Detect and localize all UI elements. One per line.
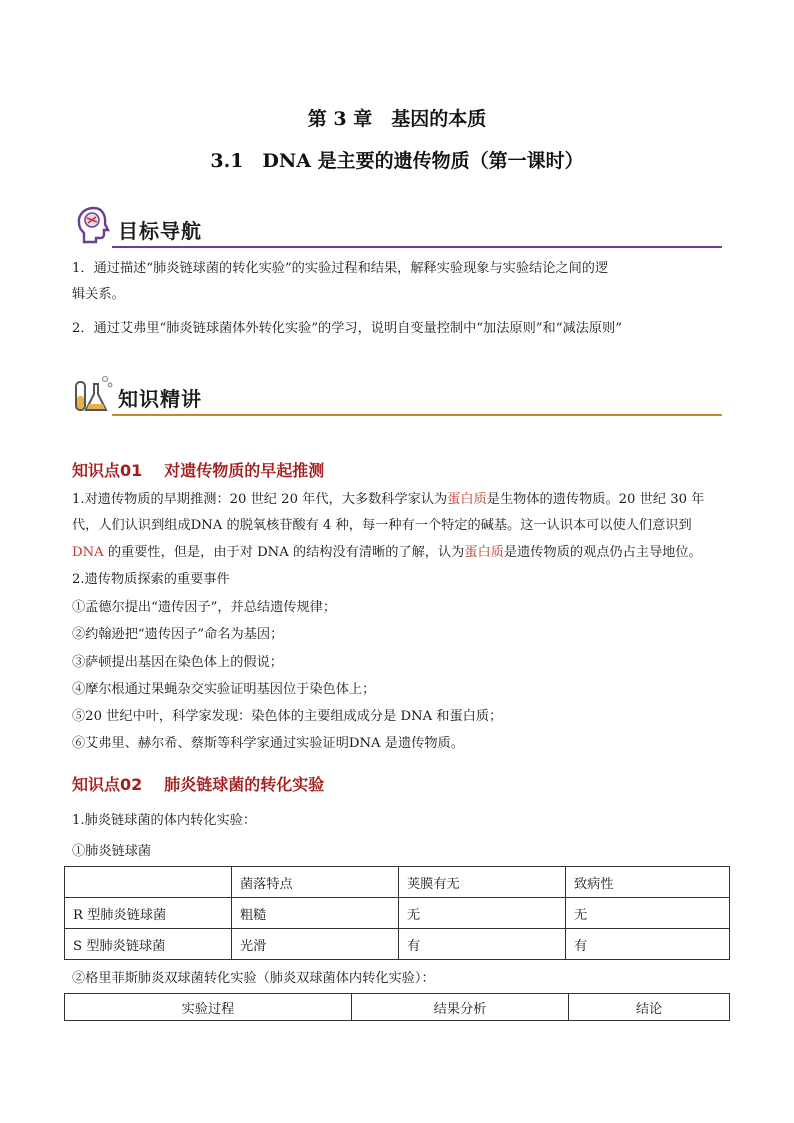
lab-flask-icon: [72, 370, 116, 414]
table-cell: S 型肺炎链球菌: [65, 929, 232, 960]
kp1-event-item: ③萨顿提出基因在染色体上的假说；: [72, 655, 283, 670]
kp1-para-line1: [72, 487, 732, 513]
goal-item-2: 2．通过艾弗里“肺炎链球菌体外转化实验”的学习，说明自变量控制中“加法原则”和“减法原则”: [72, 321, 622, 336]
kp1-highlight: DNA: [72, 545, 104, 560]
table-header-cell: 致病性: [566, 867, 730, 898]
goals-heading: 目标导航: [118, 219, 202, 243]
table-cell: 粗糙: [232, 898, 399, 929]
goal-item-1-line1: 1．通过描述“肺炎链球菌的转化实验”的实验过程和结果，解释实验现象与实验结论之间的逻: [72, 261, 609, 276]
kp1-event-item: ⑤20 世纪中叶，科学家发现：染色体的主要组成成分是 DNA 和蛋白质；: [72, 709, 503, 724]
kp1-event-item: ⑥艾弗里、赫尔希、蔡斯等科学家通过实验证明DNA 是遗传物质。: [72, 736, 464, 751]
knowledge-section-rule: [112, 414, 722, 416]
table-header-cell: 菌落特点: [232, 867, 399, 898]
table-header-cell: 实验过程: [65, 994, 352, 1021]
bacteria-table: [64, 866, 730, 960]
brain-icon: [72, 202, 116, 246]
table-row: [65, 898, 730, 929]
table-cell: 无: [566, 898, 730, 929]
knowledge-section-header: [72, 366, 722, 416]
goal-item-1: [72, 256, 724, 308]
kp2-sub2: ②格里菲斯肺炎双球菌转化实验（肺炎双球菌体内转化实验）：: [72, 971, 435, 986]
goal-item-1-line2: 辑关系。: [72, 287, 125, 302]
kp1-text: 是遗传物质的观点仍占主导地位。: [503, 545, 702, 560]
kp1-event-item: ②约翰逊把“遗传因子”命名为基因；: [72, 627, 284, 642]
kp2-intro: 1.肺炎链球菌的体内转化实验：: [72, 813, 257, 828]
kp2-sub1: ①肺炎链球菌: [72, 844, 152, 859]
table-cell: R 型肺炎链球菌: [65, 898, 232, 929]
kp2-number: 知识点02: [72, 775, 143, 794]
table-header-cell: 结果分析: [352, 994, 569, 1021]
table-header-cell: 结论: [569, 994, 730, 1021]
chapter-title: 第 3 章 基因的本质: [307, 108, 487, 130]
kp1-para-line2: 代，人们认识到组成DNA 的脱氧核苷酸有 4 种，每一种有一个特定的碱基。这一认识本可以使人们意识到: [72, 518, 692, 533]
goals-section-rule: [112, 246, 722, 248]
table-cell: 有: [566, 929, 730, 960]
table-header-row: [65, 867, 730, 898]
lesson-title: 3.1 DNA 是主要的遗传物质（第一课时）: [210, 150, 584, 172]
knowledge-heading: 知识精讲: [118, 387, 202, 411]
kp2-heading: 肺炎链球菌的转化实验: [164, 775, 325, 794]
table-header-cell: [65, 867, 232, 898]
kp1-events-title: 2.遗传物质探索的重要事件: [72, 572, 230, 587]
table-row: [65, 929, 730, 960]
kp1-text: 的重要性，但是，由于对 DNA 的结构没有清晰的了解，认为: [103, 545, 465, 560]
kp1-para-line3: [72, 540, 732, 566]
griffith-experiment-table: [64, 993, 730, 1021]
table-cell: 无: [399, 898, 566, 929]
kp1-heading: 对遗传物质的早起推测: [164, 461, 325, 480]
kp1-title: [72, 458, 324, 481]
kp2-title: [72, 772, 324, 795]
table-cell: 光滑: [232, 929, 399, 960]
kp1-highlight: 蛋白质: [447, 492, 487, 507]
table-cell: 有: [399, 929, 566, 960]
kp1-text: 是生物体的遗传物质。20 世纪 30 年: [486, 492, 705, 507]
table-header-row: [65, 994, 730, 1021]
kp1-number: 知识点01: [72, 461, 143, 480]
table-header-cell: 荚膜有无: [399, 867, 566, 898]
goals-section-header: [72, 198, 722, 248]
kp1-highlight: 蛋白质: [464, 545, 504, 560]
kp1-event-item: ④摩尔根通过果蝇杂交实验证明基因位于染色体上；: [72, 682, 376, 697]
kp1-event-item: ①孟德尔提出“遗传因子”，并总结遗传规律；: [72, 600, 337, 615]
kp1-text: 1.对遗传物质的早期推测：20 世纪 20 年代，大多数科学家认为: [72, 492, 448, 507]
